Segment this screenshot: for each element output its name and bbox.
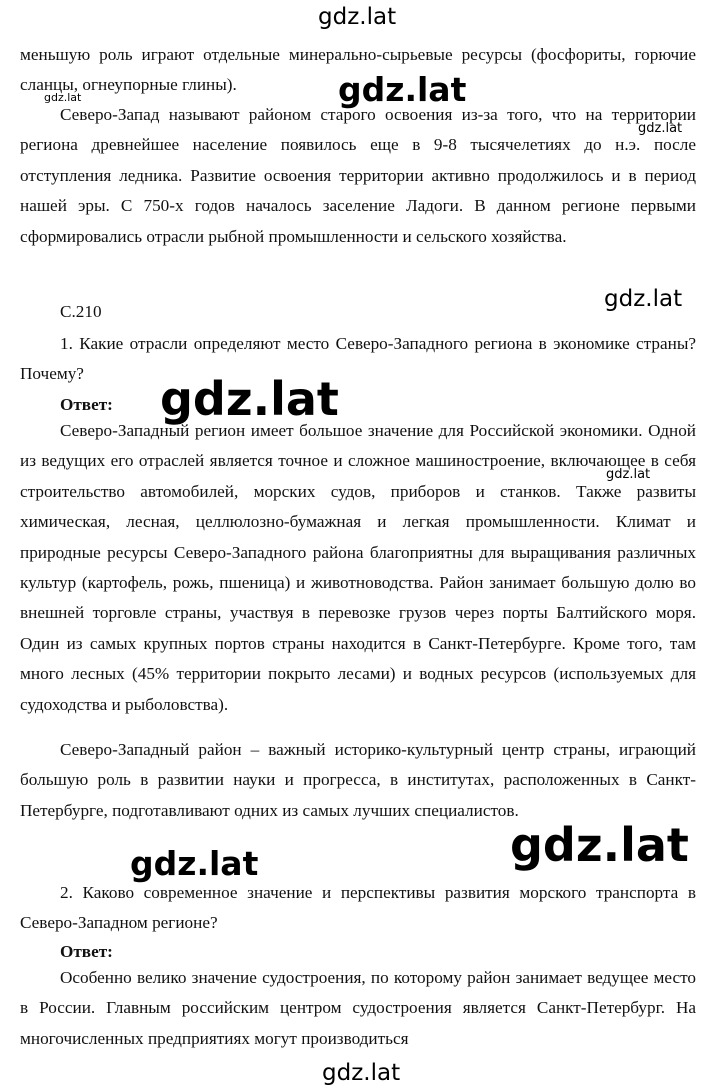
answer-1-paragraph-1: Северо-Западный регион имеет большое значение для Российской экономики. Одной из ведущих его отраслей является точное и сложное машиностроение, включающее в себя строительство автомобилей, морских судов, приборов и станков. Также развиты химическая, лесная, целлюлозно-бумажная и легкая промышленности. Климат и природные ресурсы Северо-Западного района благоприятны для выращивания различных культур (картофель, рожь, пшеница) и животноводства. Район занимает большую долю во внешней торговле страны, участвуя в перевозке грузов через порты Балтийского моря. Один из самых крупных портов страны находится в Санкт-Петербурге. Кроме того, там много лесных (45% территории покрыто лесами) и водных ресурсов (используемых для судоходства и рыболовства). [20,421,696,714]
question-1: 1. Какие отрасли определяют место Северо-Западного региона в экономике страны? Почему? [20,334,696,384]
watermark-tiny-mid: gdz.lat [606,467,651,482]
watermark-medium-right: gdz.lat [604,286,683,312]
watermark-bottom: gdz.lat [322,1060,401,1086]
watermark-large-left: gdz.lat [130,844,259,883]
watermark-top: gdz.lat [318,4,397,30]
watermark-huge-middle: gdz.lat [160,372,339,426]
answer-label-2: Ответ: [60,942,113,961]
history-paragraph: Северо-Запад называют районом старого освоения из-за того, что на территории региона древнейшее население появилось еще в 9-8 тысячелетиях до н.э. после отступления ледника. Развитие освоения территории активно продолжилось и в период нашей эры. С 750-х годов началось заселение Ладоги. В данном регионе первыми сформировались отрасли рыбной промышленности и сельского хозяйства. [20,105,696,246]
answer-label-1: Ответ: [60,395,113,414]
answer-2-paragraph-1: Особенно велико значение судостроения, по которому район занимает ведущее место в России. Главным российским центром судостроения является Санкт-Петербург. На многочисленных предприятиях могут производиться [20,968,696,1048]
intro-paragraph-tail: меньшую роль играют отдельные минерально-сырьевые ресурсы (фосфориты, горючие сланцы, огнеупорные глины). [20,45,696,95]
watermark-tiny-right: gdz.lat [638,121,683,136]
watermark-inline-large: gdz.lat [338,70,467,109]
answer-1-paragraph-2: Северо-Западный район – важный историко-культурный центр страны, играющий большую роль в развитии науки и прогресса, в институтах, расположенных в Санкт-Петербурге, подготавливают одних из самых лучших специалистов. [20,740,696,820]
page-reference: С.210 [60,302,102,321]
watermark-tiny-left: gdz.lat [44,91,82,104]
question-2: 2. Каково современное значение и перспективы развития морского транспорта в Северо-Западном регионе? [20,883,696,933]
watermark-huge-right: gdz.lat [510,818,689,872]
